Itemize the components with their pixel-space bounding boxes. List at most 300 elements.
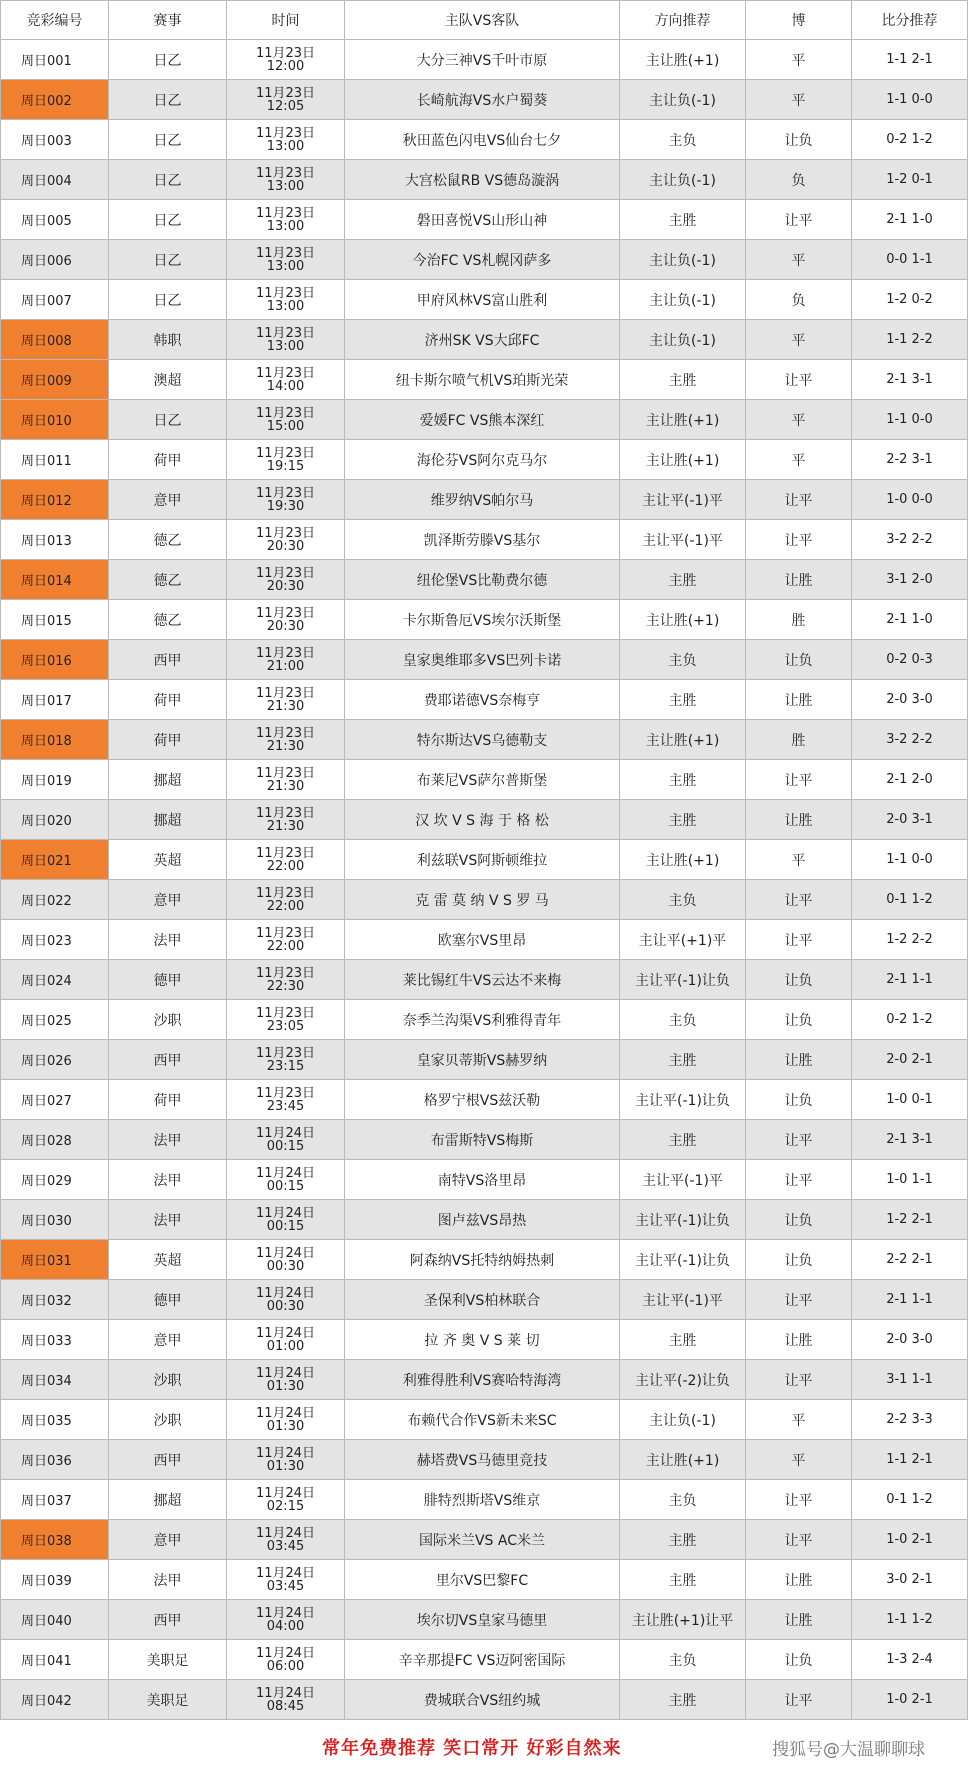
row-bo-cell: 让负 xyxy=(746,1200,852,1240)
row-league-cell: 日乙 xyxy=(109,240,227,280)
row-bo-cell: 让平 xyxy=(746,1160,852,1200)
row-time-cell xyxy=(227,80,345,120)
table-row xyxy=(1,1480,968,1520)
row-date: 11月23日 xyxy=(255,565,316,581)
table-body xyxy=(1,40,968,1720)
row-match-cell: 布雷斯特VS梅斯 xyxy=(345,1120,620,1160)
row-id-cell: 周日005 xyxy=(1,200,109,240)
row-id-cell: 周日038 xyxy=(1,1520,109,1560)
row-score-cell: 0-2 1-2 xyxy=(852,1000,968,1040)
row-time-cell xyxy=(227,800,345,840)
row-match-cell: 布赖代合作VS新未来SC xyxy=(345,1400,620,1440)
table-row xyxy=(1,440,968,480)
table-row xyxy=(1,1000,968,1040)
row-direction-cell: 主让负(-1) xyxy=(620,80,746,120)
row-time-cell xyxy=(227,1680,345,1720)
row-date: 11月24日 xyxy=(255,1205,316,1221)
row-league-cell: 德甲 xyxy=(109,960,227,1000)
row-league-cell: 德甲 xyxy=(109,1280,227,1320)
row-id-cell: 周日026 xyxy=(1,1040,109,1080)
row-league-cell: 美职足 xyxy=(109,1680,227,1720)
row-league-cell: 德乙 xyxy=(109,520,227,560)
table-row xyxy=(1,1680,968,1720)
row-bo-cell: 让平 xyxy=(746,1480,852,1520)
row-id-cell: 周日036 xyxy=(1,1440,109,1480)
row-score-cell: 1-3 2-4 xyxy=(852,1640,968,1680)
row-date: 11月23日 xyxy=(255,485,316,501)
row-clock: 22:00 xyxy=(266,938,305,954)
row-direction-cell: 主胜 xyxy=(620,360,746,400)
row-date: 11月23日 xyxy=(255,1005,316,1021)
row-direction-cell: 主让胜(+1)让平 xyxy=(620,1600,746,1640)
row-bo-cell: 让平 xyxy=(746,1520,852,1560)
row-match-cell: 济州SK VS大邱FC xyxy=(345,320,620,360)
row-score-cell: 1-1 0-0 xyxy=(852,80,968,120)
table-row xyxy=(1,200,968,240)
row-score-cell: 2-1 2-0 xyxy=(852,760,968,800)
row-league-cell: 法甲 xyxy=(109,1120,227,1160)
row-score-cell: 1-2 0-1 xyxy=(852,160,968,200)
row-clock: 20:30 xyxy=(266,538,305,554)
row-time-cell xyxy=(227,600,345,640)
row-date: 11月24日 xyxy=(255,1125,316,1141)
row-date: 11月23日 xyxy=(255,1085,316,1101)
table-row xyxy=(1,1320,968,1360)
row-bo-cell: 平 xyxy=(746,80,852,120)
row-time-cell xyxy=(227,920,345,960)
table-row xyxy=(1,1120,968,1160)
table-row xyxy=(1,1280,968,1320)
row-bo-cell: 让平 xyxy=(746,920,852,960)
row-time-cell xyxy=(227,480,345,520)
row-bo-cell: 胜 xyxy=(746,720,852,760)
row-date: 11月23日 xyxy=(255,925,316,941)
row-time-cell xyxy=(227,1120,345,1160)
row-time-cell xyxy=(227,640,345,680)
row-bo-cell: 平 xyxy=(746,440,852,480)
row-league-cell: 日乙 xyxy=(109,280,227,320)
row-clock: 13:00 xyxy=(266,298,305,314)
row-id-cell: 周日035 xyxy=(1,1400,109,1440)
table-row xyxy=(1,360,968,400)
row-score-cell: 3-2 2-2 xyxy=(852,520,968,560)
row-id-cell: 周日015 xyxy=(1,600,109,640)
row-match-cell: 大宫松鼠RB VS德岛漩涡 xyxy=(345,160,620,200)
row-id-cell: 周日009 xyxy=(1,360,109,400)
header-row xyxy=(1,1,968,40)
row-date: 11月24日 xyxy=(255,1685,316,1701)
row-date: 11月23日 xyxy=(255,285,316,301)
row-clock: 12:00 xyxy=(266,58,305,74)
row-match-cell: 卡尔斯鲁厄VS埃尔沃斯堡 xyxy=(345,600,620,640)
row-score-cell: 0-0 1-1 xyxy=(852,240,968,280)
row-clock: 22:00 xyxy=(266,858,305,874)
row-league-cell: 荷甲 xyxy=(109,1080,227,1120)
row-score-cell: 1-0 2-1 xyxy=(852,1520,968,1560)
row-league-cell: 英超 xyxy=(109,840,227,880)
row-league-cell: 德乙 xyxy=(109,600,227,640)
row-direction-cell: 主让胜(+1) xyxy=(620,1440,746,1480)
row-date: 11月23日 xyxy=(255,85,316,101)
row-time-cell xyxy=(227,120,345,160)
slogan-text: 常年免费推荐 笑口常开 好彩自然来 xyxy=(322,1738,622,1759)
row-league-cell: 德乙 xyxy=(109,560,227,600)
row-direction-cell: 主让平(-2)让负 xyxy=(620,1360,746,1400)
row-bo-cell: 让平 xyxy=(746,1280,852,1320)
row-direction-cell: 主让平(+1)平 xyxy=(620,920,746,960)
row-id-cell: 周日006 xyxy=(1,240,109,280)
row-date: 11月24日 xyxy=(255,1285,316,1301)
row-match-cell: 甲府风林VS富山胜利 xyxy=(345,280,620,320)
row-league-cell: 美职足 xyxy=(109,1640,227,1680)
row-id-cell: 周日002 xyxy=(1,80,109,120)
row-score-cell: 1-0 1-1 xyxy=(852,1160,968,1200)
row-direction-cell: 主负 xyxy=(620,1000,746,1040)
row-time-cell xyxy=(227,560,345,600)
row-bo-cell: 让平 xyxy=(746,1680,852,1720)
row-date: 11月24日 xyxy=(255,1485,316,1501)
row-bo-cell: 让胜 xyxy=(746,1600,852,1640)
table-row xyxy=(1,920,968,960)
row-score-cell: 1-1 0-0 xyxy=(852,840,968,880)
row-id-cell: 周日034 xyxy=(1,1360,109,1400)
row-clock: 01:00 xyxy=(266,1338,305,1354)
row-bo-cell: 让负 xyxy=(746,120,852,160)
row-time-cell xyxy=(227,1400,345,1440)
header-bo: 博 xyxy=(746,1,852,40)
table-row xyxy=(1,1360,968,1400)
table-row xyxy=(1,240,968,280)
row-time-cell xyxy=(227,1360,345,1400)
row-score-cell: 0-2 1-2 xyxy=(852,120,968,160)
row-score-cell: 1-1 2-1 xyxy=(852,40,968,80)
row-league-cell: 荷甲 xyxy=(109,720,227,760)
row-bo-cell: 胜 xyxy=(746,600,852,640)
table-row xyxy=(1,160,968,200)
row-bo-cell: 让平 xyxy=(746,880,852,920)
row-id-cell: 周日031 xyxy=(1,1240,109,1280)
row-league-cell: 日乙 xyxy=(109,160,227,200)
row-date: 11月23日 xyxy=(255,525,316,541)
row-league-cell: 日乙 xyxy=(109,120,227,160)
row-time-cell xyxy=(227,1200,345,1240)
row-clock: 01:30 xyxy=(266,1418,305,1434)
row-time-cell xyxy=(227,1240,345,1280)
row-id-cell: 周日003 xyxy=(1,120,109,160)
row-date: 11月23日 xyxy=(255,725,316,741)
row-match-cell: 费城联合VS纽约城 xyxy=(345,1680,620,1720)
row-match-cell: 维罗纳VS帕尔马 xyxy=(345,480,620,520)
table-row xyxy=(1,1600,968,1640)
row-score-cell: 1-0 0-1 xyxy=(852,1080,968,1120)
row-score-cell: 2-0 3-1 xyxy=(852,800,968,840)
table-row xyxy=(1,1520,968,1560)
row-date: 11月23日 xyxy=(255,325,316,341)
row-match-cell: 布莱尼VS萨尔普斯堡 xyxy=(345,760,620,800)
row-date: 11月23日 xyxy=(255,965,316,981)
row-score-cell: 2-1 3-1 xyxy=(852,1120,968,1160)
row-match-cell: 海伦芬VS阿尔克马尔 xyxy=(345,440,620,480)
row-direction-cell: 主让负(-1) xyxy=(620,320,746,360)
row-clock: 19:30 xyxy=(266,498,305,514)
row-match-cell: 赫塔费VS马德里竞技 xyxy=(345,1440,620,1480)
row-bo-cell: 平 xyxy=(746,320,852,360)
row-time-cell xyxy=(227,520,345,560)
row-bo-cell: 平 xyxy=(746,400,852,440)
row-direction-cell: 主让平(-1)让负 xyxy=(620,960,746,1000)
row-id-cell: 周日032 xyxy=(1,1280,109,1320)
row-id-cell: 周日017 xyxy=(1,680,109,720)
row-id-cell: 周日018 xyxy=(1,720,109,760)
watermark-text: 搜狐号@大温聊聊球 xyxy=(772,1740,925,1760)
table-row xyxy=(1,1240,968,1280)
row-score-cell: 1-1 2-1 xyxy=(852,1440,968,1480)
row-direction-cell: 主让平(-1)平 xyxy=(620,480,746,520)
row-direction-cell: 主胜 xyxy=(620,1040,746,1080)
row-match-cell: 凯泽斯劳滕VS基尔 xyxy=(345,520,620,560)
row-id-cell: 周日029 xyxy=(1,1160,109,1200)
row-time-cell xyxy=(227,320,345,360)
row-clock: 03:45 xyxy=(266,1578,305,1594)
row-date: 11月23日 xyxy=(255,205,316,221)
row-date: 11月23日 xyxy=(255,405,316,421)
row-bo-cell: 让平 xyxy=(746,480,852,520)
row-match-cell: 秋田蓝色闪电VS仙台七夕 xyxy=(345,120,620,160)
row-clock: 22:00 xyxy=(266,898,305,914)
row-league-cell: 挪超 xyxy=(109,1480,227,1520)
row-id-cell: 周日037 xyxy=(1,1480,109,1520)
row-league-cell: 荷甲 xyxy=(109,440,227,480)
table-row xyxy=(1,480,968,520)
row-clock: 13:00 xyxy=(266,258,305,274)
row-score-cell: 2-0 3-0 xyxy=(852,1320,968,1360)
row-match-cell: 克 雷 莫 纳 V S 罗 马 xyxy=(345,880,620,920)
row-time-cell xyxy=(227,760,345,800)
row-bo-cell: 让负 xyxy=(746,1000,852,1040)
row-league-cell: 挪超 xyxy=(109,800,227,840)
row-direction-cell: 主让负(-1) xyxy=(620,280,746,320)
row-score-cell: 2-1 1-1 xyxy=(852,960,968,1000)
row-league-cell: 日乙 xyxy=(109,40,227,80)
row-match-cell: 纽伦堡VS比勒费尔德 xyxy=(345,560,620,600)
row-direction-cell: 主让负(-1) xyxy=(620,1400,746,1440)
row-bo-cell: 让胜 xyxy=(746,680,852,720)
row-id-cell: 周日010 xyxy=(1,400,109,440)
row-id-cell: 周日004 xyxy=(1,160,109,200)
row-league-cell: 西甲 xyxy=(109,1600,227,1640)
row-id-cell: 周日016 xyxy=(1,640,109,680)
row-date: 11月23日 xyxy=(255,1045,316,1061)
row-match-cell: 辛辛那提FC VS迈阿密国际 xyxy=(345,1640,620,1680)
row-league-cell: 荷甲 xyxy=(109,680,227,720)
row-clock: 23:45 xyxy=(266,1098,305,1114)
row-date: 11月24日 xyxy=(255,1245,316,1261)
table-row xyxy=(1,120,968,160)
row-time-cell xyxy=(227,1160,345,1200)
row-date: 11月24日 xyxy=(255,1365,316,1381)
row-direction-cell: 主让胜(+1) xyxy=(620,600,746,640)
row-league-cell: 英超 xyxy=(109,1240,227,1280)
table-row xyxy=(1,840,968,880)
row-match-cell: 阿森纳VS托特纳姆热刺 xyxy=(345,1240,620,1280)
row-clock: 23:15 xyxy=(266,1058,305,1074)
row-date: 11月23日 xyxy=(255,365,316,381)
row-id-cell: 周日020 xyxy=(1,800,109,840)
row-direction-cell: 主让负(-1) xyxy=(620,160,746,200)
row-score-cell: 2-2 3-1 xyxy=(852,440,968,480)
row-match-cell: 爱媛FC VS熊本深红 xyxy=(345,400,620,440)
row-match-cell: 埃尔切VS皇家马德里 xyxy=(345,1600,620,1640)
row-match-cell: 大分三神VS千叶市原 xyxy=(345,40,620,80)
row-clock: 21:30 xyxy=(266,738,305,754)
row-score-cell: 1-2 0-2 xyxy=(852,280,968,320)
row-direction-cell: 主让平(-1)平 xyxy=(620,520,746,560)
row-direction-cell: 主让负(-1) xyxy=(620,240,746,280)
row-league-cell: 西甲 xyxy=(109,1040,227,1080)
row-direction-cell: 主让平(-1)平 xyxy=(620,1160,746,1200)
table-row xyxy=(1,960,968,1000)
row-bo-cell: 让平 xyxy=(746,1360,852,1400)
row-time-cell xyxy=(227,1080,345,1120)
row-score-cell: 2-2 2-1 xyxy=(852,1240,968,1280)
row-date: 11月24日 xyxy=(255,1525,316,1541)
row-league-cell: 意甲 xyxy=(109,1520,227,1560)
row-league-cell: 日乙 xyxy=(109,200,227,240)
table-row xyxy=(1,720,968,760)
row-score-cell: 1-2 2-1 xyxy=(852,1200,968,1240)
row-time-cell xyxy=(227,1440,345,1480)
row-time-cell xyxy=(227,680,345,720)
row-bo-cell: 让胜 xyxy=(746,1320,852,1360)
table-row xyxy=(1,880,968,920)
row-league-cell: 日乙 xyxy=(109,80,227,120)
row-direction-cell: 主胜 xyxy=(620,1560,746,1600)
row-time-cell xyxy=(227,880,345,920)
row-clock: 12:05 xyxy=(266,98,305,114)
row-bo-cell: 平 xyxy=(746,1400,852,1440)
table-row xyxy=(1,1560,968,1600)
row-direction-cell: 主让胜(+1) xyxy=(620,440,746,480)
row-score-cell: 0-1 1-2 xyxy=(852,880,968,920)
row-date: 11月23日 xyxy=(255,645,316,661)
row-bo-cell: 让负 xyxy=(746,1640,852,1680)
row-match-cell: 格罗宁根VS兹沃勒 xyxy=(345,1080,620,1120)
row-bo-cell: 让平 xyxy=(746,200,852,240)
row-match-cell: 欧塞尔VS里昂 xyxy=(345,920,620,960)
row-league-cell: 法甲 xyxy=(109,1160,227,1200)
row-id-cell: 周日028 xyxy=(1,1120,109,1160)
row-time-cell xyxy=(227,40,345,80)
row-date: 11月24日 xyxy=(255,1445,316,1461)
row-league-cell: 西甲 xyxy=(109,640,227,680)
header-direction: 方向推荐 xyxy=(620,1,746,40)
row-time-cell xyxy=(227,1320,345,1360)
table-row xyxy=(1,320,968,360)
row-date: 11月23日 xyxy=(255,165,316,181)
row-date: 11月24日 xyxy=(255,1325,316,1341)
row-league-cell: 沙职 xyxy=(109,1400,227,1440)
row-match-cell: 皇家贝蒂斯VS赫罗纳 xyxy=(345,1040,620,1080)
row-direction-cell: 主胜 xyxy=(620,680,746,720)
row-score-cell: 1-0 0-0 xyxy=(852,480,968,520)
row-direction-cell: 主让胜(+1) xyxy=(620,400,746,440)
row-score-cell: 0-1 1-2 xyxy=(852,1480,968,1520)
row-date: 11月24日 xyxy=(255,1165,316,1181)
header-score: 比分推荐 xyxy=(852,1,968,40)
row-direction-cell: 主负 xyxy=(620,1480,746,1520)
row-clock: 00:30 xyxy=(266,1258,305,1274)
row-time-cell xyxy=(227,440,345,480)
row-time-cell xyxy=(227,1520,345,1560)
row-date: 11月23日 xyxy=(255,885,316,901)
row-direction-cell: 主让胜(+1) xyxy=(620,40,746,80)
header-league: 赛事 xyxy=(109,1,227,40)
row-clock: 13:00 xyxy=(266,178,305,194)
row-direction-cell: 主胜 xyxy=(620,200,746,240)
row-direction-cell: 主负 xyxy=(620,1640,746,1680)
row-match-cell: 纽卡斯尔喷气机VS珀斯光荣 xyxy=(345,360,620,400)
row-time-cell xyxy=(227,960,345,1000)
table-row xyxy=(1,600,968,640)
row-id-cell: 周日001 xyxy=(1,40,109,80)
row-bo-cell: 让负 xyxy=(746,640,852,680)
row-score-cell: 1-1 1-2 xyxy=(852,1600,968,1640)
row-id-cell: 周日041 xyxy=(1,1640,109,1680)
row-match-cell: 长崎航海VS水户蜀葵 xyxy=(345,80,620,120)
row-date: 11月23日 xyxy=(255,765,316,781)
row-direction-cell: 主让平(-1)平 xyxy=(620,1280,746,1320)
row-league-cell: 法甲 xyxy=(109,1560,227,1600)
row-match-cell: 腓特烈斯塔VS维京 xyxy=(345,1480,620,1520)
row-match-cell: 南特VS洛里昂 xyxy=(345,1160,620,1200)
table-row xyxy=(1,640,968,680)
row-league-cell: 沙职 xyxy=(109,1360,227,1400)
header-time: 时间 xyxy=(227,1,345,40)
row-league-cell: 澳超 xyxy=(109,360,227,400)
row-time-cell xyxy=(227,400,345,440)
row-id-cell: 周日023 xyxy=(1,920,109,960)
table-row xyxy=(1,1040,968,1080)
row-id-cell: 周日021 xyxy=(1,840,109,880)
row-id-cell: 周日039 xyxy=(1,1560,109,1600)
row-score-cell: 2-1 3-1 xyxy=(852,360,968,400)
row-score-cell: 1-2 2-2 xyxy=(852,920,968,960)
row-clock: 21:30 xyxy=(266,698,305,714)
row-direction-cell: 主让平(-1)让负 xyxy=(620,1240,746,1280)
row-match-cell: 里尔VS巴黎FC xyxy=(345,1560,620,1600)
row-bo-cell: 让平 xyxy=(746,520,852,560)
row-score-cell: 3-0 2-1 xyxy=(852,1560,968,1600)
row-time-cell xyxy=(227,1640,345,1680)
row-time-cell xyxy=(227,280,345,320)
row-clock: 21:00 xyxy=(266,658,305,674)
row-direction-cell: 主胜 xyxy=(620,1680,746,1720)
table-row xyxy=(1,40,968,80)
row-league-cell: 挪超 xyxy=(109,760,227,800)
row-match-cell: 莱比锡红牛VS云达不来梅 xyxy=(345,960,620,1000)
table-row xyxy=(1,1640,968,1680)
row-clock: 08:45 xyxy=(266,1698,305,1714)
row-id-cell: 周日030 xyxy=(1,1200,109,1240)
row-clock: 22:30 xyxy=(266,978,305,994)
row-direction-cell: 主负 xyxy=(620,640,746,680)
row-clock: 14:00 xyxy=(266,378,305,394)
row-direction-cell: 主让胜(+1) xyxy=(620,720,746,760)
row-date: 11月24日 xyxy=(255,1565,316,1581)
row-match-cell: 利雅得胜利VS赛哈特海湾 xyxy=(345,1360,620,1400)
row-clock: 01:30 xyxy=(266,1458,305,1474)
row-score-cell: 0-2 0-3 xyxy=(852,640,968,680)
